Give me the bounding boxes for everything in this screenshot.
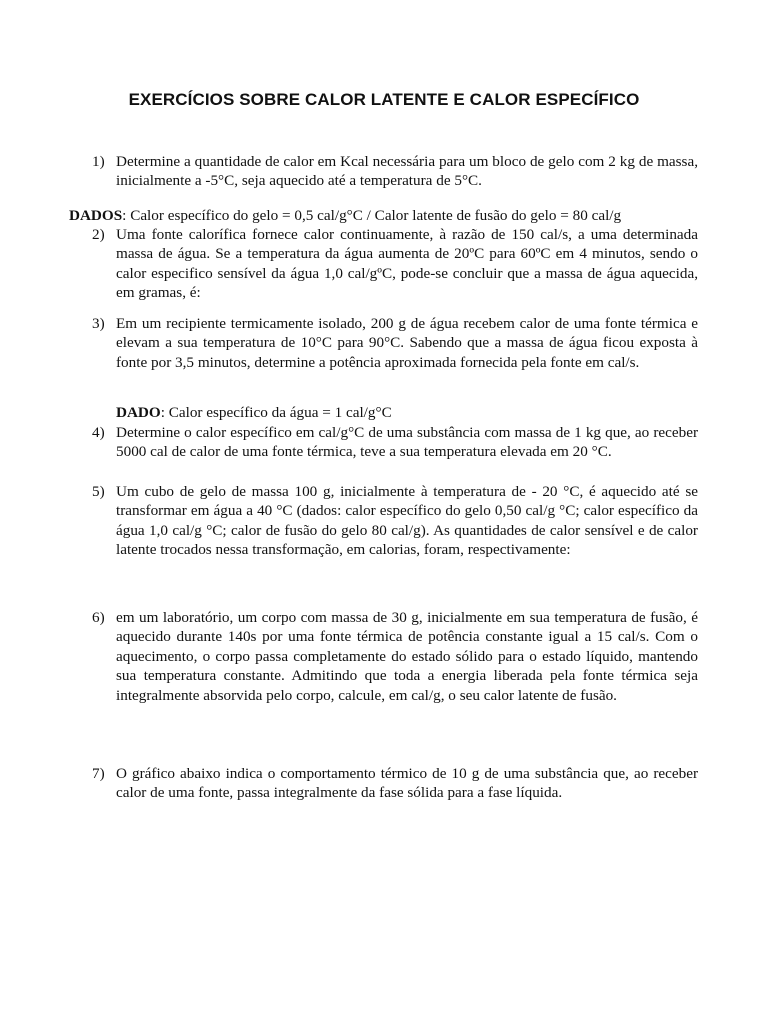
question-text: O gráfico abaixo indica o comportamento térmico de 10 g de uma substância que, ao receber calor de uma fonte, passa integralmente da fase sólida para a fase líquida.: [116, 765, 698, 802]
question-number: 6): [92, 609, 105, 626]
question-number: 3): [92, 315, 105, 332]
question-text: Determine o calor específico em cal/g°C de uma substância com massa de 1 kg que, ao receber 5000 cal de calor de uma fonte térmica, teve a sua temperatura elevada em 20 °C.: [116, 424, 698, 461]
dados-text: : Calor específico do gelo = 0,5 cal/g°C / Calor latente de fusão do gelo = 80 cal/g: [122, 207, 622, 224]
question-3: [92, 314, 698, 372]
dado-label: DADO: [116, 404, 161, 421]
question-5: [92, 482, 698, 560]
dado-text: : Calor específico da água = 1 cal/g°C: [160, 404, 392, 421]
question-number: 5): [92, 483, 105, 500]
question-text: Determine a quantidade de calor em Kcal necessária para um bloco de gelo com 2 kg de massa, inicialmente a -5°C, seja aquecido até a temperatura de 5°C.: [116, 153, 698, 190]
question-4: [92, 423, 698, 462]
dados-label: DADOS: [69, 207, 123, 224]
question-number: 1): [92, 153, 105, 170]
question-text: em um laboratório, um corpo com massa de 30 g, inicialmente em sua temperatura de fusão, é aquecido durante 140s por uma fonte térmica de potência constante igual a 15 cal/s. Com o aquecimento, o corpo passa completamente do estado sólido para o estado líquido, mantendo sua temperatura constante. Admitindo que toda a energia liberada pela fonte térmica seja integralmente absorvida pelo corpo, calcule, em cal/g, o seu calor latente de fusão.: [116, 609, 698, 704]
question-text: Uma fonte calorífica fornece calor continuamente, à razão de 150 cal/s, a uma determinada massa de água. Se a temperatura da água aumenta de 20ºC para 60ºC em 4 minutos, sendo o calor especifico sensível da água 1,0 cal/gºC, pode-se concluir que a massa de água aquecida, em gramas, é:: [116, 226, 698, 302]
question-number: 4): [92, 424, 105, 441]
question-number: 7): [92, 765, 105, 782]
page-title: EXERCÍCIOS SOBRE CALOR LATENTE E CALOR ESPECÍFICO: [128, 90, 640, 109]
dados-line: [69, 206, 709, 225]
question-text: Em um recipiente termicamente isolado, 200 g de água recebem calor de uma fonte térmica e elevam a sua temperatura de 10°C para 90°C. Sabendo que a massa de água ficou exposta à fonte por 3,5 minutos, determine a potência aproximada fornecida pela fonte em cal/s.: [116, 315, 698, 371]
question-7: [92, 764, 698, 803]
question-text: Um cubo de gelo de massa 100 g, inicialmente à temperatura de - 20 °C, é aquecido até se transformar em água a 40 °C (dados: calor específico do gelo 0,50 cal/g °C; calor específico da água 1,0 cal/g °C; calor de fusão do gelo 80 cal/g). As quantidades de calor sensível e de calor latente trocados nessa transformação, em calorias, foram, respectivamente:: [116, 483, 698, 559]
question-6: [92, 608, 698, 705]
dado-line: [116, 403, 706, 422]
question-1: [92, 152, 698, 191]
question-2: [92, 225, 698, 303]
question-number: 2): [92, 226, 105, 243]
